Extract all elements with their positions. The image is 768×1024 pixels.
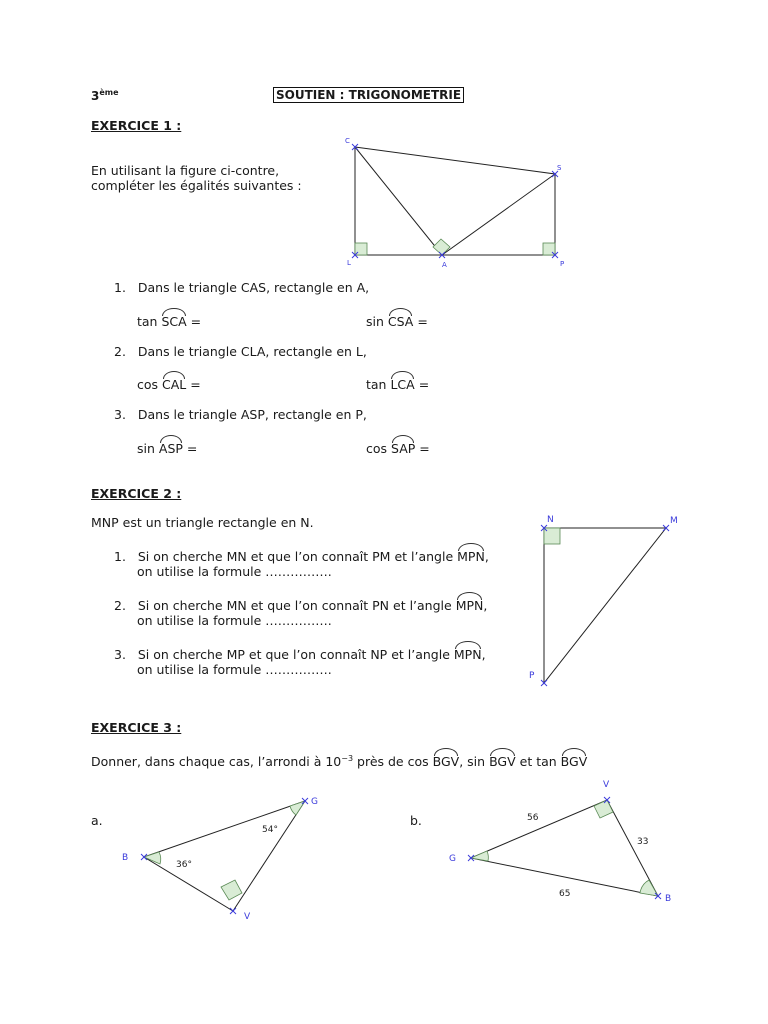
label-B: B xyxy=(122,853,129,863)
ex2-heading: EXERCICE 2 : xyxy=(91,486,182,501)
label-L: L xyxy=(347,259,351,267)
angle-B-value: 36° xyxy=(176,860,192,870)
ex2-item-1: 1. Si on cherche MN et que l’on connaît PM et l’angle MPN, xyxy=(114,549,489,564)
label-G: G xyxy=(311,797,318,807)
ex1-item-3-left: sin ASP = xyxy=(137,441,198,456)
side-VB: 33 xyxy=(637,837,649,847)
ex2-item-3: 3. Si on cherche MP et que l’on connaît NP et l’angle MPN, xyxy=(114,647,486,662)
label-P: P xyxy=(560,260,565,268)
label-P: P xyxy=(529,671,535,681)
ex1-item-3-right: cos SAP = xyxy=(366,441,430,456)
label-V: V xyxy=(603,780,610,790)
label-S: S xyxy=(557,164,562,172)
ex1-intro-line1: En utilisant la figure ci-contre, xyxy=(91,163,280,178)
label-N: N xyxy=(547,515,554,525)
label-B: B xyxy=(665,894,672,904)
ex2-item-1-line2: on utilise la formule ……………. xyxy=(137,564,332,579)
ex3-figure-b xyxy=(435,770,685,915)
ex1-item-2-left: cos CAL = xyxy=(137,377,201,392)
ex2-item-2: 2. Si on cherche MN et que l’on connaît PN et l’angle MPN, xyxy=(114,598,488,613)
ex2-figure xyxy=(520,510,690,695)
ex1-item-1-left: tan SCA = xyxy=(137,314,202,329)
ex3-prompt: Donner, dans chaque cas, l’arrondi à $10^{-3}$ près de cos BGV, sin BGV et tan BGV xyxy=(91,754,588,770)
ex1-item-1-right: sin CSA = xyxy=(366,314,428,329)
ex1-heading: EXERCICE 1 : xyxy=(91,118,182,133)
side-GB: 65 xyxy=(559,889,571,899)
angle-G-value: 54° xyxy=(262,825,278,835)
case-a-label: a. xyxy=(91,813,103,828)
label-G: G xyxy=(449,854,456,864)
page-title: SOUTIEN : TRIGONOMETRIE xyxy=(273,87,464,103)
ex1-item-2-right: tan LCA = xyxy=(366,377,430,392)
ex3-heading: EXERCICE 3 : xyxy=(91,720,182,735)
case-b-label: b. xyxy=(410,813,422,828)
label-M: M xyxy=(670,516,678,526)
ex1-figure xyxy=(340,132,580,272)
ex3-figure-a xyxy=(115,785,330,930)
ex1-intro-line2: compléter les égalités suivantes : xyxy=(91,178,302,193)
ex2-intro: MNP est un triangle rectangle en N. xyxy=(91,515,314,530)
ex1-item-1: 1. Dans le triangle CAS, rectangle en A, xyxy=(114,280,370,295)
ex2-item-2-line2: on utilise la formule ……………. xyxy=(137,613,332,628)
ex2-item-3-line2: on utilise la formule ……………. xyxy=(137,662,332,677)
grade-label: 3ème xyxy=(91,88,119,103)
ex1-item-3: 3. Dans le triangle ASP, rectangle en P, xyxy=(114,407,367,422)
label-V: V xyxy=(244,912,251,922)
side-GV: 56 xyxy=(527,813,539,823)
label-C: C xyxy=(345,137,350,145)
ex1-item-2: 2. Dans le triangle CLA, rectangle en L, xyxy=(114,344,367,359)
label-A: A xyxy=(442,261,447,269)
